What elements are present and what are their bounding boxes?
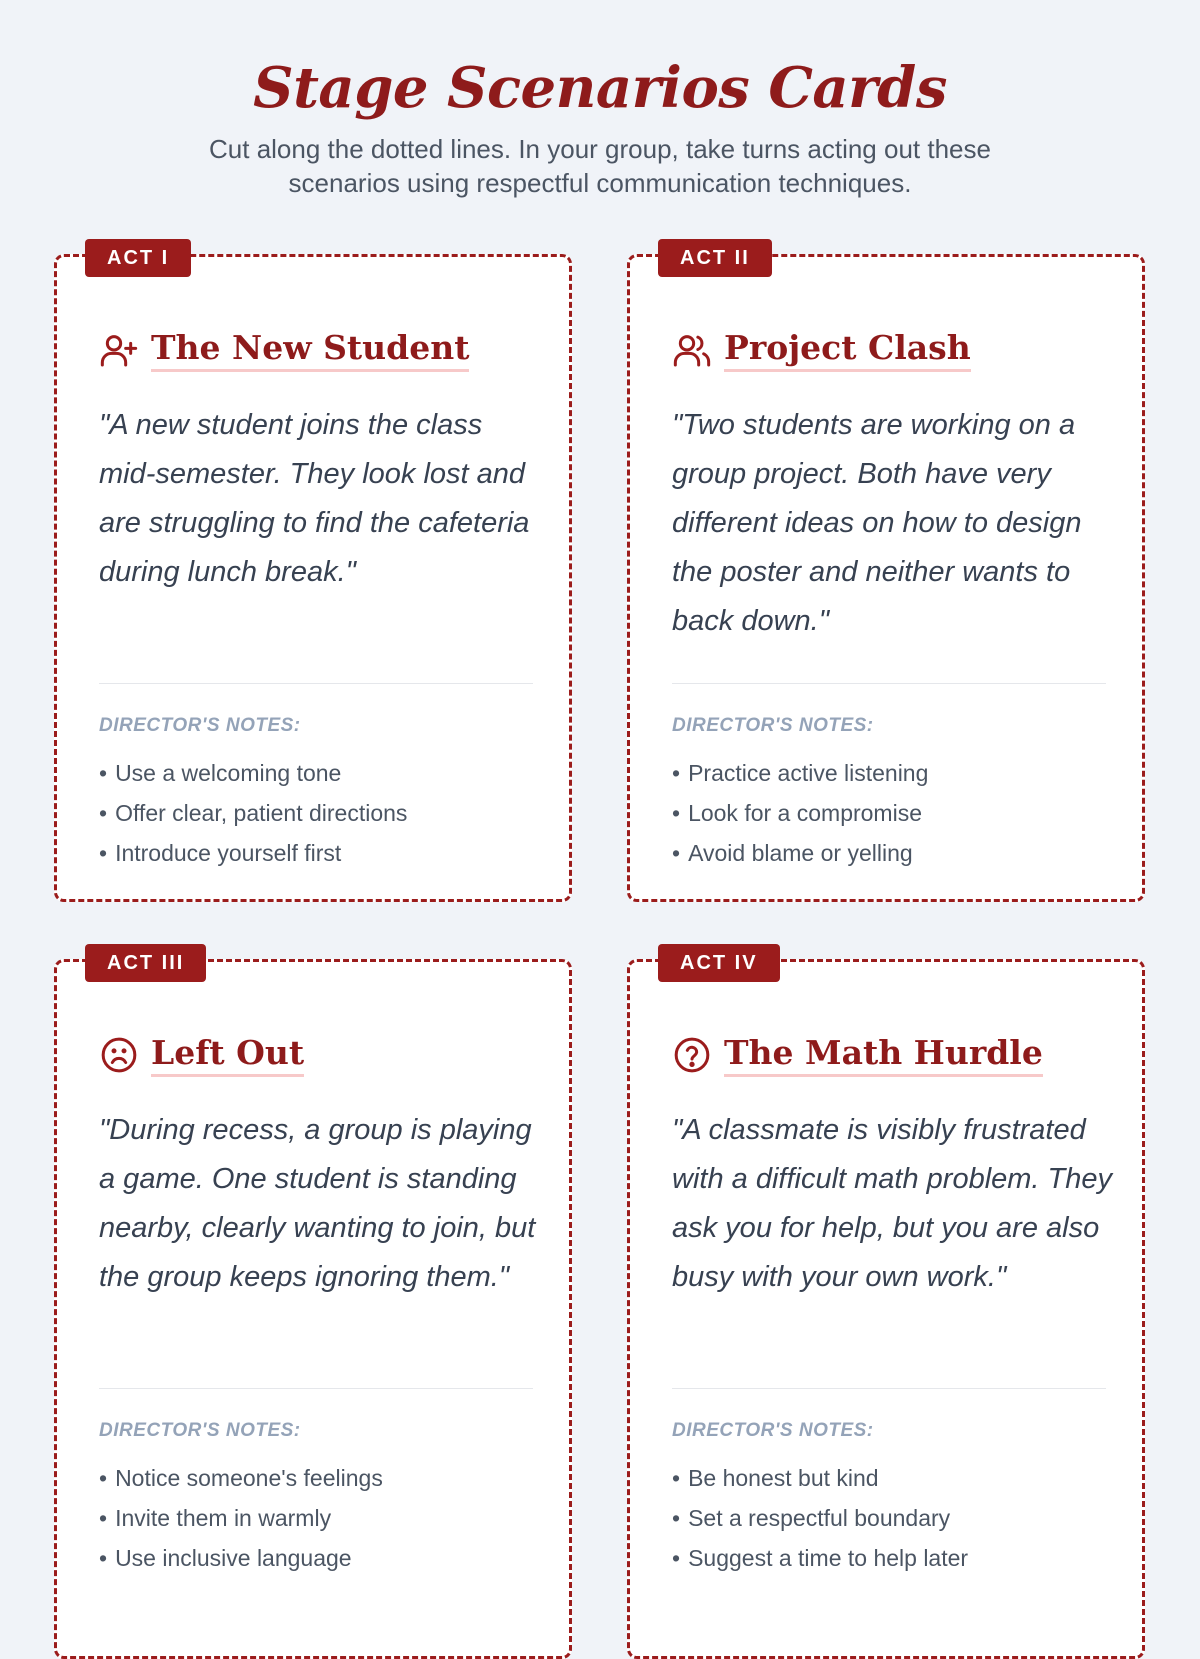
act-badge: ACT III xyxy=(85,944,206,982)
scenario-quote: "A new student joins the class mid-semester. They look lost and are struggling to find the cafeteria during lunch break." xyxy=(99,409,530,588)
list-item: • Invite them in warmly xyxy=(99,1498,383,1538)
act-badge: ACT I xyxy=(85,239,191,277)
directors-notes-label: DIRECTOR'S NOTES: xyxy=(99,1420,301,1441)
divider xyxy=(672,683,1106,684)
card-header xyxy=(672,1032,1043,1077)
directors-notes-label: DIRECTOR'S NOTES: xyxy=(672,1420,874,1441)
divider xyxy=(672,1388,1106,1389)
scenario-card-project-clash xyxy=(627,247,1145,902)
list-item: • Use inclusive language xyxy=(99,1538,383,1578)
users-icon xyxy=(672,330,712,370)
scenario-quote: "A classmate is visibly frustrated with a difficult math problem. They ask you for help, but you are also busy with your own work." xyxy=(672,1114,1113,1293)
list-item: • Suggest a time to help later xyxy=(672,1538,968,1578)
question-circle-icon xyxy=(672,1035,712,1075)
list-item: • Avoid blame or yelling xyxy=(672,833,928,873)
divider xyxy=(99,1388,533,1389)
scenario-card-left-out xyxy=(54,952,572,1659)
list-item: • Look for a compromise xyxy=(672,793,928,833)
page-title: Stage Scenarios Cards xyxy=(253,55,947,121)
list-item: • Set a respectful boundary xyxy=(672,1498,968,1538)
card-header xyxy=(672,327,971,372)
user-plus-icon xyxy=(99,330,139,370)
list-item: • Practice active listening xyxy=(672,753,928,793)
scenario-quote: "Two students are working on a group project. Both have very different ideas on how to design the poster and neither wants to back down." xyxy=(672,409,1082,637)
page-header xyxy=(0,52,1200,200)
page-subtitle: Cut along the dotted lines. In your group, take turns acting out these scenarios using respectful communication techniques. xyxy=(209,134,991,198)
directors-notes-list xyxy=(99,753,407,873)
act-badge: ACT IV xyxy=(658,944,780,982)
card-title: Left Out xyxy=(151,1032,304,1077)
list-item: • Offer clear, patient directions xyxy=(99,793,407,833)
directors-notes-label: DIRECTOR'S NOTES: xyxy=(99,715,301,736)
card-title: The Math Hurdle xyxy=(724,1032,1043,1077)
scenario-card-new-student xyxy=(54,247,572,902)
scenario-quote: "During recess, a group is playing a game. One student is standing nearby, clearly wanting to join, but the group keeps ignoring them." xyxy=(99,1114,536,1293)
list-item: • Be honest but kind xyxy=(672,1458,968,1498)
scenario-card-math-hurdle xyxy=(627,952,1145,1659)
directors-notes-list xyxy=(672,753,928,873)
directors-notes-list xyxy=(672,1458,968,1578)
card-title: Project Clash xyxy=(724,327,971,372)
card-header xyxy=(99,1032,304,1077)
list-item: • Introduce yourself first xyxy=(99,833,407,873)
sad-face-icon xyxy=(99,1035,139,1075)
directors-notes-list xyxy=(99,1458,383,1578)
list-item: • Notice someone's feelings xyxy=(99,1458,383,1498)
divider xyxy=(99,683,533,684)
list-item: • Use a welcoming tone xyxy=(99,753,407,793)
card-title: The New Student xyxy=(151,327,469,372)
directors-notes-label: DIRECTOR'S NOTES: xyxy=(672,715,874,736)
card-header xyxy=(99,327,469,372)
act-badge: ACT II xyxy=(658,239,772,277)
